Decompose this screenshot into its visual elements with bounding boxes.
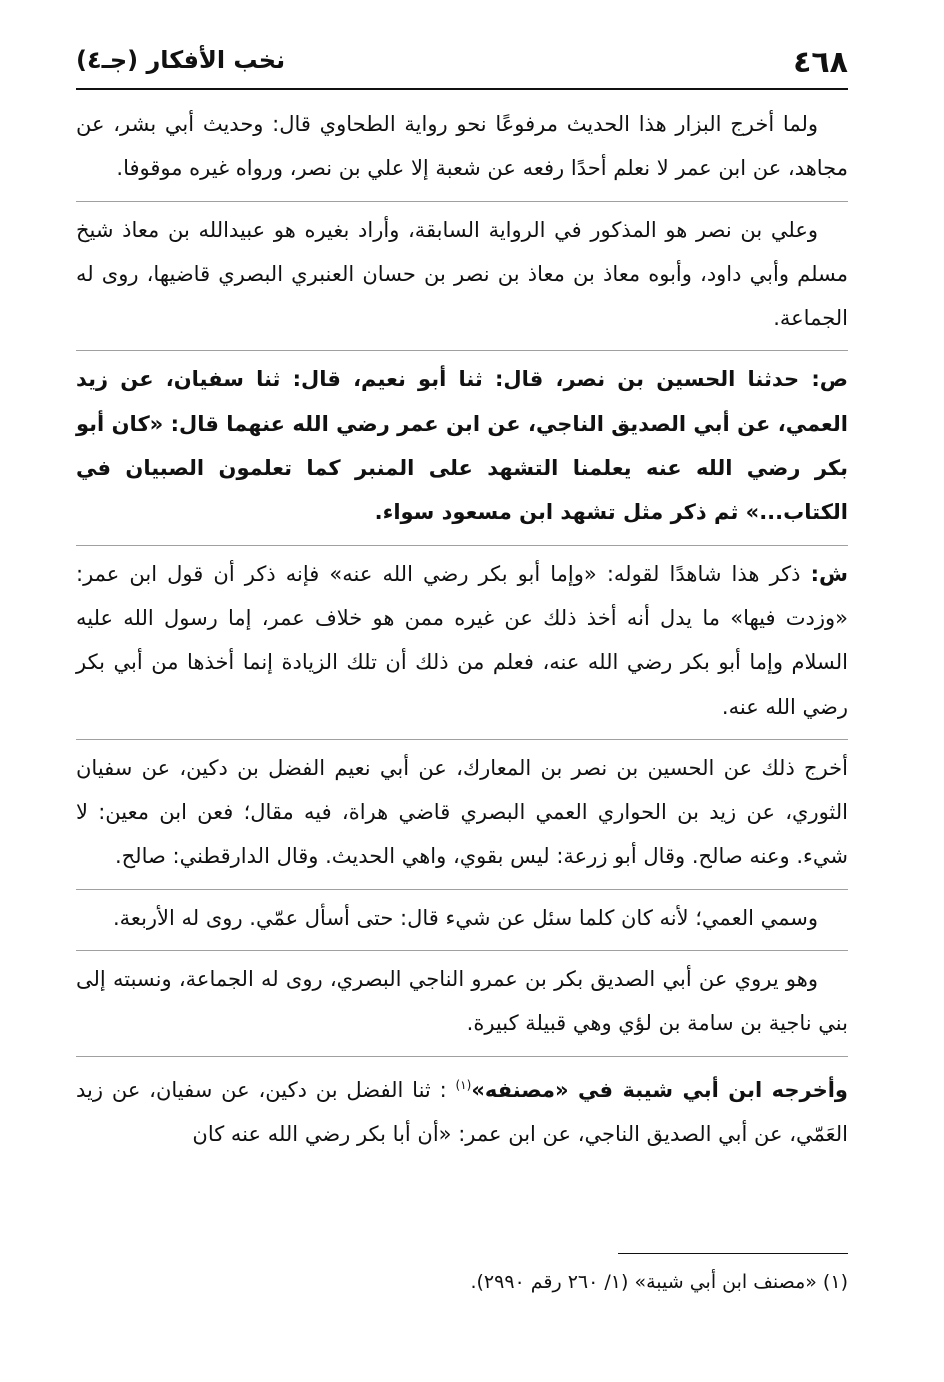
page — [76, 36, 848, 1293]
paragraph-separator — [76, 342, 848, 351]
footnote-rule — [618, 1253, 848, 1254]
paragraph-8 — [76, 1063, 848, 1157]
paragraph-4-text: ذكر هذا شاهدًا لقوله: «وإما أبو بكر رضي الله عنه» فإنه ذكر أن قول ابن عمر: «وزدت فيها» ما يدل أنه أخذ ذلك عن غيره ممن هو خلاف عمر، إما رسول الله عليه السلام وإما أبو بكر رضي الله عنه، فعلم من ذلك أن تلك الزيادة إنما أخذها من أبي بكر رضي الله عنه. — [76, 561, 848, 719]
paragraph-separator — [76, 881, 848, 890]
paragraph-separator — [76, 1048, 848, 1057]
page-body — [76, 90, 848, 1156]
page-header — [76, 36, 848, 90]
paragraph-separator — [76, 537, 848, 546]
paragraph-8-text: : ثنا الفضل بن دكين، عن سفيان، عن زيد العَمّي، عن أبي الصديق الناجي، عن ابن عمر: «أن أبا بكر رضي الله عنه كان — [76, 1077, 848, 1146]
paragraph-4 — [76, 552, 848, 729]
paragraph-5: أخرج ذلك عن الحسين بن نصر بن المعارك، عن أبي نعيم الفضل بن دكين، عن سفيان الثوري، عن زيد بن الحواري العمي البصري قاضي هراة، فيه مقال؛ فعن ابن معين: لا شيء. وعنه صالح. وقال أبو زرعة: ليس بقوي، واهي الحديث. وقال الدارقطني: صالح. — [76, 755, 848, 869]
paragraph-7: وهو يروي عن أبي الصديق بكر بن عمرو الناجي البصري، روى له الجماعة، ونسبته إلى بني ناجية بن سامة بن لؤي وهي قبيلة كبيرة. — [76, 967, 848, 1036]
paragraph-separator — [76, 193, 848, 202]
text-tag-shin: ش: — [810, 561, 848, 586]
paragraph-separator — [76, 731, 848, 740]
running-title: نخب الأفكار (جـ٤) — [76, 46, 286, 74]
paragraph-2: وعلي بن نصر هو المذكور في الرواية السابقة، وأراد بغيره هو عبيدالله بن معاذ شيخ مسلم وأبي داود، وأبوه معاذ بن معاذ بن نصر بن حسان العنبري البصري قاضيها، روى له الجماعة. — [76, 217, 848, 331]
paragraph-3-text: حدثنا الحسين بن نصر، قال: ثنا أبو نعيم، قال: ثنا سفيان، عن زيد العمي، عن أبي الصديق الناجي، عن ابن عمر رضي الله عنهما قال: «كان أبو بكر رضي الله عنه يعلمنا التشهد على المنبر كما تعلمون الصبيان في الكتاب...» ثم ذكر مثل تشهد ابن مسعود سواء. — [76, 367, 848, 525]
paragraph-6: وسمي العمي؛ لأنه كان كلما سئل عن شيء قال: حتى أسأل عمّي. روى له الأربعة. — [113, 905, 818, 930]
paragraph-separator — [76, 942, 848, 951]
paragraph-8-lead: وأخرجه ابن أبي شيبة في «مصنفه» — [471, 1077, 848, 1102]
footnote-reference: (١) — [455, 1077, 472, 1092]
paragraph-1: ولما أخرج البزار هذا الحديث مرفوعًا نحو رواية الطحاوي قال: وحديث أبي بشر، عن مجاهد، عن ابن عمر لا نعلم أحدًا رفعه عن شعبة إلا علي بن نصر، ورواه غيره موقوفا. — [76, 112, 848, 181]
text-tag-sad: ص: — [811, 367, 848, 392]
page-number: ٤٦٨ — [793, 45, 848, 80]
paragraph-3 — [76, 357, 848, 534]
footnote: (١) «مصنف ابن أبي شيبة» (١/ ٢٦٠ رقم ٢٩٩٠). — [470, 1271, 848, 1293]
